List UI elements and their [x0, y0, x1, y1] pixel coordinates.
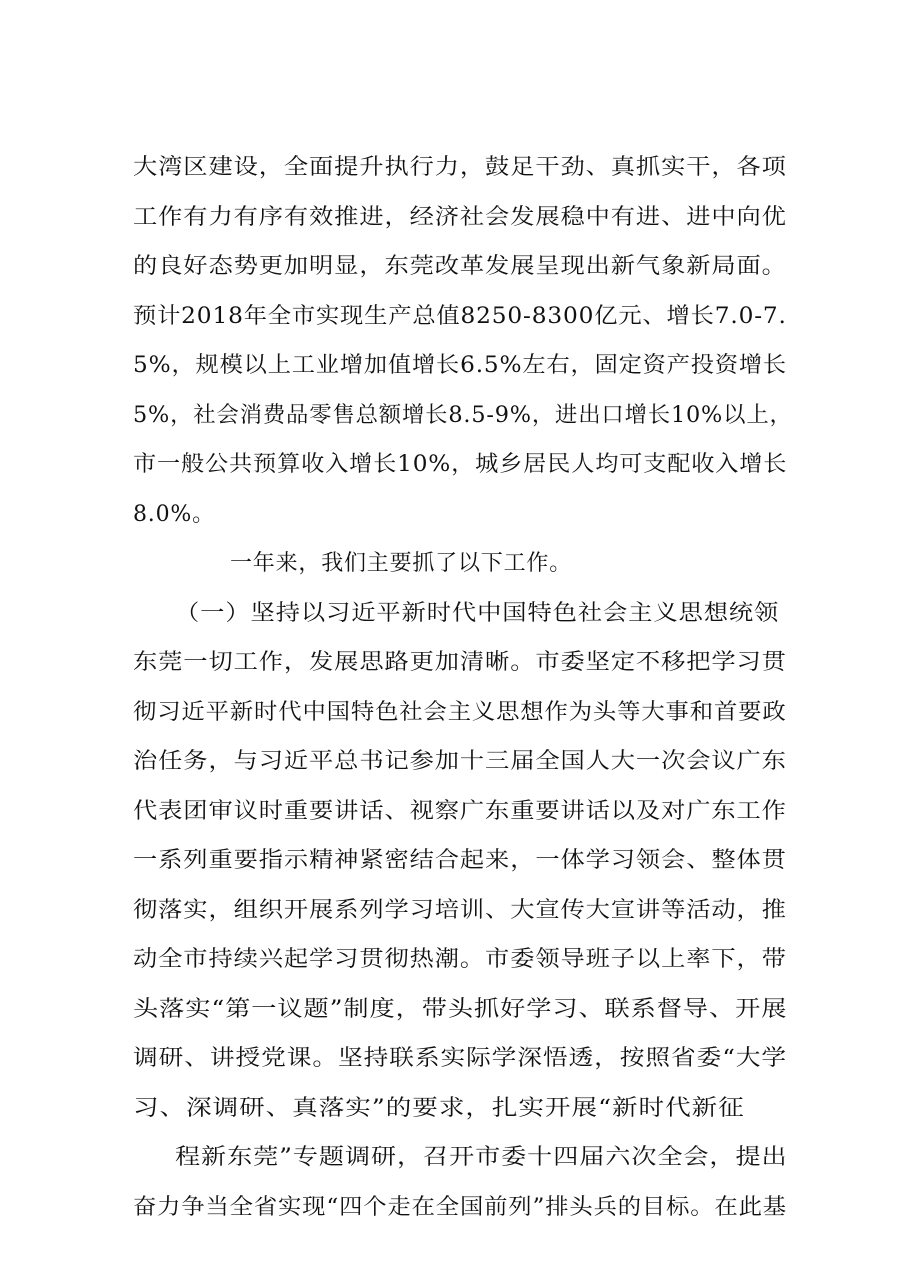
text-line: 的良好态势更加明显，东莞改革发展呈现出新气象新局面。 — [133, 254, 787, 279]
text-line: 一年来，我们主要抓了以下工作。 — [230, 551, 573, 576]
text-line: （一）坚持以习近平新时代中国特色社会主义思想统领 — [175, 601, 780, 626]
text-line: 动全市持续兴起学习贯彻热潮。市委领导班子以上率下，带 — [133, 947, 787, 972]
text-line: 大湾区建设，全面提升执行力，鼓足干劲、真抓实干，各项 — [133, 155, 787, 180]
text-line: 治任务，与习近平总书记参加十三届全国人大一次会议广东 — [133, 749, 787, 774]
text-line: 市一般公共预算收入增长10%，城乡居民人均可支配收入增长 — [133, 452, 788, 477]
text-line: 东莞一切工作，发展思路更加清晰。市委坚定不移把学习贯 — [133, 650, 787, 675]
text-line: 习、深调研、真落实”的要求，扎实开展“新时代新征 — [133, 1096, 745, 1121]
text-line: 彻习近平新时代中国特色社会主义思想作为头等大事和首要政 — [133, 700, 787, 725]
text-line: 头落实“第一议题”制度，带头抓好学习、联系督导、开展 — [133, 997, 788, 1022]
text-line: 5%，社会消费品零售总额增长8.5-9%，进出口增长10%以上， — [133, 403, 793, 428]
text-line: 预计2018年全市实现生产总值8250-8300亿元、增长7.0-7. — [133, 304, 787, 329]
text-line: 调研、讲授党课。坚持联系实际学深悟透，按照省委“大学 — [133, 1046, 788, 1071]
text-line: 5%，规模以上工业增加值增长6.5%左右，固定资产投资增长 — [133, 353, 787, 378]
text-line: 工作有力有序有效推进，经济社会发展稳中有进、进中向优 — [133, 205, 787, 230]
text-line: 一系列重要指示精神紧密结合起来，一体学习领会、整体贯 — [133, 848, 787, 873]
text-line: 奋力争当全省实现“四个走在全国前列”排头兵的目标。在此基 — [133, 1195, 787, 1220]
text-line: 代表团审议时重要讲话、视察广东重要讲话以及对广东工作 — [133, 799, 787, 824]
text-line: 8.0%。 — [133, 502, 215, 527]
text-line: 程新东莞”专题调研，召开市委十四届六次全会，提出 — [175, 1145, 788, 1170]
text-line: 彻落实，组织开展系列学习培训、大宣传大宣讲等活动，推 — [133, 898, 787, 923]
